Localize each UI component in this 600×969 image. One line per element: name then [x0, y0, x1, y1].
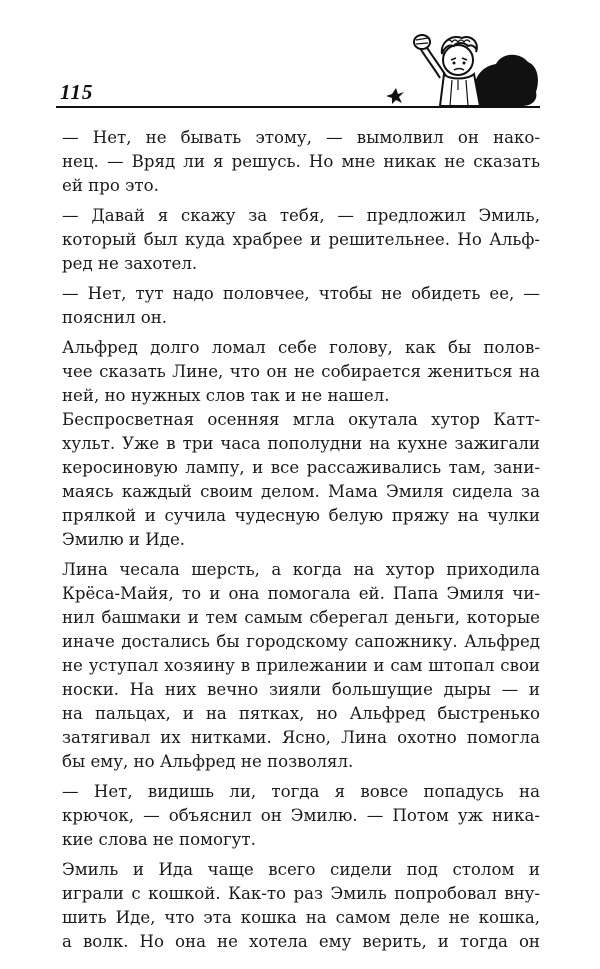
text-line: — Нет, тут надо половчее, чтобы не обидеть ее, —: [62, 284, 540, 303]
text-line: носки. На них вечно зияли большущие дыры — и: [62, 680, 540, 699]
text-line: который был куда храбрее и решительнее. Но Альф-: [62, 230, 540, 249]
text-line: Эмилю и Иде.: [62, 530, 186, 549]
paragraph-7: [62, 780, 540, 852]
text-line: — Нет, не бывать этому, — вымолвил он нако-: [62, 128, 540, 147]
text-line: крючок, — объяснил он Эмилю. — Потом уж ника-: [62, 806, 540, 825]
text-line: пояснил он.: [62, 308, 168, 327]
text-line: керосиновую лампу, и все рассаживались там, зани-: [62, 458, 540, 477]
header-rule: [56, 106, 540, 108]
text-line: Беспросветная осенняя мгла окутала хутор Катт-: [62, 410, 540, 429]
page-number: 115: [60, 80, 94, 104]
text-line: хульт. Уже в три часа пополудни на кухне зажигали: [62, 434, 540, 453]
text-line: шить Иде, что эта кошка на самом деле не кошка,: [62, 908, 540, 927]
text-line: Крёса-Майя, то и она помогала ей. Папа Эмиля чи-: [62, 584, 540, 603]
boy-waving-fist-icon: [382, 18, 542, 110]
paragraph-5: [62, 408, 540, 552]
text-line: не уступал хозяину в прилежании и сам штопал свои: [62, 656, 540, 675]
text-line: маясь каждый своим делом. Мама Эмиля сидела за: [62, 482, 540, 501]
paragraph-8: [62, 858, 540, 954]
paragraph-2: [62, 204, 540, 276]
text-line: бы ему, но Альфред не позволял.: [62, 752, 354, 771]
text-line: — Давай я скажу за тебя, — предложил Эмиль,: [62, 206, 540, 225]
text-line: Эмиль и Ида чаще всего сидели под столом и: [62, 860, 540, 879]
text-line: Лина чесала шерсть, а когда на хутор приходила: [62, 560, 540, 579]
page-header: [0, 0, 600, 112]
text-line: прялкой и сучила чудесную белую пряжу на чулки: [62, 506, 540, 525]
text-line: нец. — Вряд ли я решусь. Но мне никак не сказать: [62, 152, 540, 171]
paragraph-6: [62, 558, 540, 774]
body-text: [62, 126, 540, 954]
text-line: играли с кошкой. Как-то раз Эмиль попробовал вну-: [62, 884, 540, 903]
text-line: на пальцах, и на пятках, но Альфред быстренько: [62, 704, 540, 723]
text-line: — Нет, видишь ли, тогда я вовсе попадусь на: [62, 782, 540, 801]
text-line: иначе достались бы городскому сапожнику. Альфред: [62, 632, 540, 651]
text-line: кие слова не помогут.: [62, 830, 256, 849]
text-line: а волк. Но она не хотела ему верить, и тогда он: [62, 932, 540, 951]
text-line: ей про это.: [62, 176, 159, 195]
text-line: ней, но нужных слов так и не нашел.: [62, 386, 390, 405]
text-line: ред не захотел.: [62, 254, 198, 273]
text-line: нил башмаки и тем самым сберегал деньги, которые: [62, 608, 540, 627]
paragraph-3: [62, 282, 540, 330]
paragraph-4: [62, 336, 540, 408]
text-line: Альфред долго ломал себе голову, как бы полов-: [62, 338, 540, 357]
text-line: затягивал их нитками. Ясно, Лина охотно помогла: [62, 728, 540, 747]
text-line: чее сказать Лине, что он не собирается жениться на: [62, 362, 540, 381]
paragraph-1: [62, 126, 540, 198]
